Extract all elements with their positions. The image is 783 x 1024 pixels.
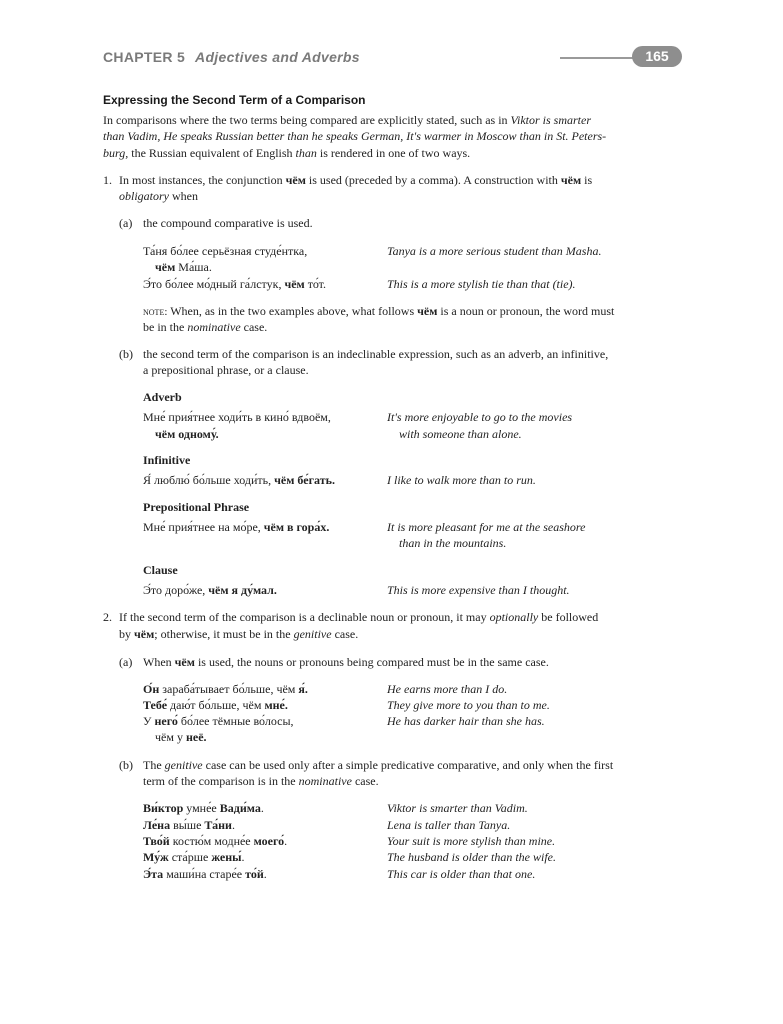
example-en: It's more enjoyable to go to the movies	[387, 410, 573, 424]
section-title: Expressing the Second Term of a Comparison	[103, 93, 366, 107]
example-ru: Э́то бо́лее мо́дный га́лстук, чём то́т.	[143, 277, 327, 291]
item-2-line-1: If the second term of the comparison is a declinable noun or pronoun, it may optionally be followed	[119, 610, 599, 624]
item-1b-line-2: a prepositional phrase, or a clause.	[143, 363, 309, 377]
item-2b-line-2: term of the comparison is in the nominative case.	[143, 774, 379, 788]
example-en: Your suit is more stylish than mine.	[387, 834, 556, 848]
example-ru: Э́то доро́же, чём я ду́мал.	[143, 583, 277, 597]
item-2-number: 2.	[103, 610, 112, 624]
chapter-label: CHAPTER 5	[103, 49, 186, 65]
running-header	[103, 49, 360, 65]
item-2-line-2: by чём; otherwise, it must be in the genitive case.	[119, 627, 359, 641]
example-en: He has darker hair than she has.	[387, 714, 545, 728]
example-en: The husband is older than the wife.	[387, 850, 556, 864]
example-ru: Та́ня бо́лее серьёзная студе́нтка,	[143, 244, 308, 258]
example-ru: чём Ма́ша.	[155, 260, 212, 274]
example-en: This car is older than that one.	[387, 867, 536, 881]
example-ru: чём у неё.	[155, 730, 207, 744]
example-ru: Ле́на вы́ше Та́ни.	[143, 818, 235, 832]
intro-line-3: burg, the Russian equivalent of English than is rendered in one of two ways.	[103, 146, 471, 160]
item-1-number: 1.	[103, 173, 112, 187]
intro-line-2: than Vadim, He speaks Russian better than he speaks German, It's warmer in Moscow than in St. Peters-	[103, 129, 607, 143]
example-en: than in the mountains.	[399, 536, 507, 550]
item-2b-line-1: The genitive case can be used only after a simple predicative comparative, and only when the first	[143, 758, 614, 772]
chapter-title: Adjectives and Adverbs	[195, 49, 360, 65]
example-en: Viktor is smarter than Vadim.	[387, 801, 528, 815]
subheading-adverb: Adverb	[143, 390, 182, 404]
item-1b-label: (b)	[119, 347, 133, 361]
example-ru: Тебе́ даю́т бо́льше, чём мне́.	[143, 698, 288, 712]
item-2b-label: (b)	[119, 758, 133, 772]
example-en: He earns more than I do.	[387, 682, 508, 696]
header-rule	[560, 57, 640, 59]
example-ru: У него́ бо́лее тёмные во́лосы,	[143, 714, 294, 728]
example-ru: Мне́ прия́тнее на мо́ре, чём в гора́х.	[143, 520, 330, 534]
example-ru: Я́ люблю́ бо́льше ходи́ть, чём бе́гать.	[143, 473, 335, 487]
example-ru: Мне́ прия́тнее ходи́ть в кино́ вдвоём,	[143, 410, 331, 424]
example-ru: Му́ж ста́рше жены́.	[143, 850, 245, 864]
subheading-prepositional-phrase: Prepositional Phrase	[143, 500, 250, 514]
example-en: with someone than alone.	[399, 427, 522, 441]
item-2a-text: When чём is used, the nouns or pronouns being compared must be in the same case.	[143, 655, 549, 669]
note-line-2: be in the nominative case.	[143, 320, 268, 334]
example-en: This is a more stylish tie than that (tie).	[387, 277, 576, 291]
note-line-1: note: When, as in the two examples above, what follows чём is a noun or pronoun, the word must	[143, 304, 615, 318]
example-ru: чём одному́.	[155, 427, 219, 441]
example-en: This is more expensive than I thought.	[387, 583, 570, 597]
example-en: I like to walk more than to run.	[387, 473, 536, 487]
intro-line-1: In comparisons where the two terms being compared are explicitly stated, such as in Viktor is smarter	[103, 113, 591, 127]
subheading-clause: Clause	[143, 563, 178, 577]
item-1b-line-1: the second term of the comparison is an indeclinable expression, such as an adverb, an infinitive,	[143, 347, 609, 361]
example-en: Lena is taller than Tanya.	[387, 818, 511, 832]
example-ru: Тво́й костю́м модне́е моего́.	[143, 834, 288, 848]
page-number-badge: 165	[632, 46, 682, 67]
example-en: It is more pleasant for me at the seashore	[387, 520, 586, 534]
example-ru: Э́та маши́на старе́е то́й.	[143, 867, 267, 881]
example-en: They give more to you than to me.	[387, 698, 550, 712]
item-2a-label: (a)	[119, 655, 133, 669]
example-en: Tanya is a more serious student than Masha.	[387, 244, 602, 258]
item-1a-label: (a)	[119, 216, 133, 230]
item-1a-text: the compound comparative is used.	[143, 216, 313, 230]
item-1-line-2: obligatory when	[119, 189, 198, 203]
example-ru: О́н зараба́тывает бо́льше, чём я́.	[143, 682, 308, 696]
subheading-infinitive: Infinitive	[143, 453, 191, 467]
example-ru: Ви́ктор умне́е Вади́ма.	[143, 801, 264, 815]
item-1-line-1: In most instances, the conjunction чём is used (preceded by a comma). A construction with чём is	[119, 173, 593, 187]
